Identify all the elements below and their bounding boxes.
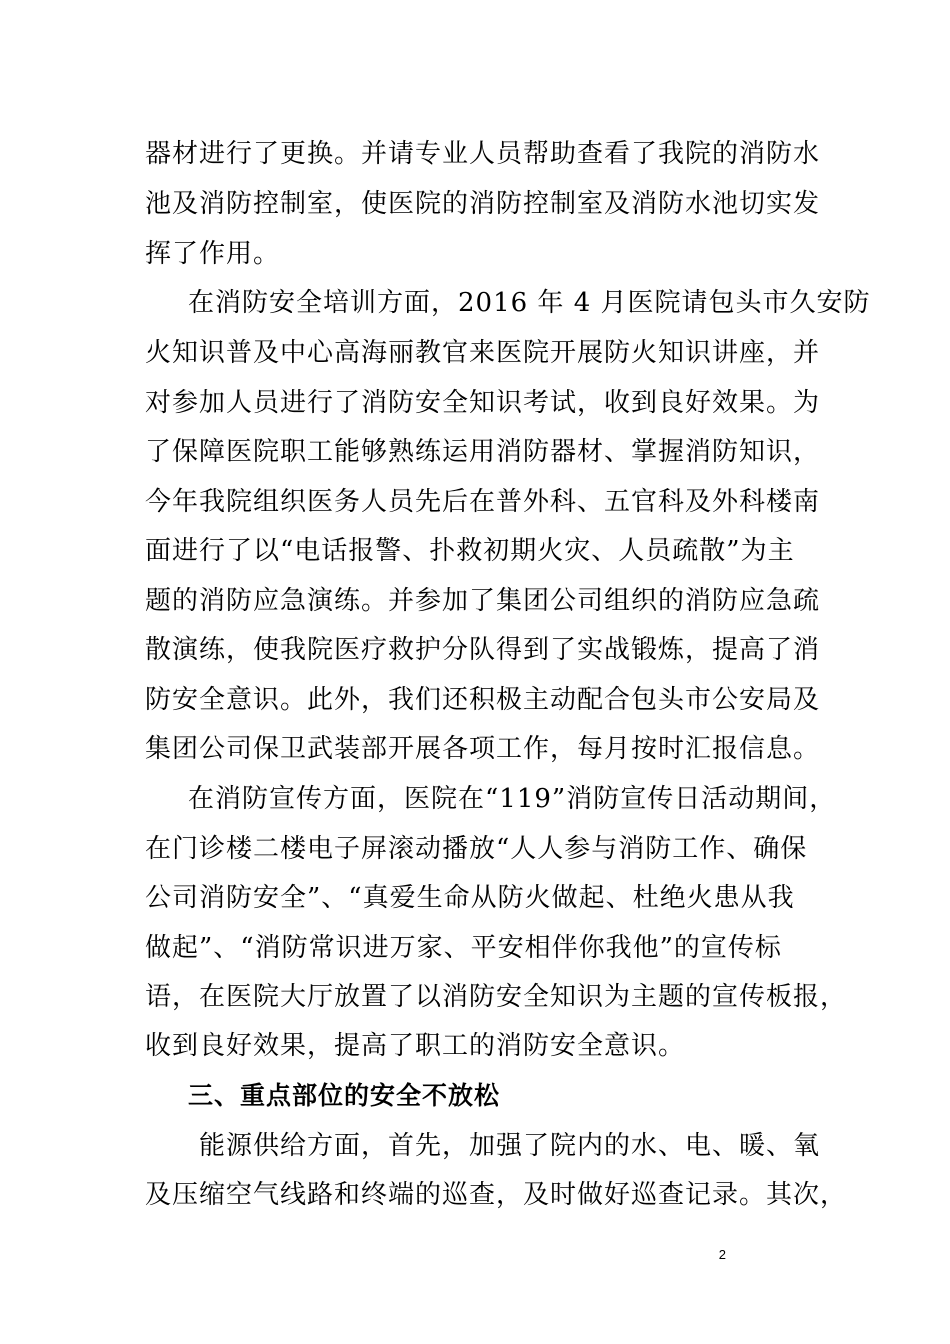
text-line: 了保障医院职工能够熟练运用消防器材、掌握消防知识，: [145, 437, 821, 467]
text-line: 对参加人员进行了消防安全知识考试，收到良好效果。为: [145, 388, 821, 418]
text-line: 在门诊楼二楼电子屏滚动播放“人人参与消防工作、确保: [145, 834, 808, 864]
text-line: 防安全意识。此外，我们还积极主动配合包头市公安局及: [145, 685, 821, 715]
text-line: 散演练，使我院医疗救护分队得到了实战锻炼，提高了消: [145, 635, 821, 665]
text-line: 收到良好效果，提高了职工的消防安全意识。: [145, 1031, 686, 1061]
text-line: 挥了作用。: [145, 239, 281, 269]
text-line: 火知识普及中心高海丽教官来医院开展防火知识讲座，并: [145, 338, 821, 368]
text-line: 面进行了以“电话报警、扑救初期火灾、人员疏散”为主: [145, 536, 795, 566]
text-line: 能源供给方面，首先，加强了院内的水、电、暖、氧: [199, 1131, 821, 1161]
text-line: 在消防宣传方面，医院在“119”消防宣传日活动期间，: [188, 784, 837, 814]
text-line: 今年我院组织医务人员先后在普外科、五官科及外科楼南: [145, 487, 821, 517]
page-number: 2: [718, 1247, 726, 1262]
text-line: 在消防安全培训方面，2016 年 4 月医院请包头市久安防: [188, 288, 871, 318]
text-line: 公司消防安全”、“真爱生命从防火做起、杜绝火患从我: [145, 883, 795, 913]
text-line: 及压缩空气线路和终端的巡查，及时做好巡查记录。其次，: [145, 1180, 848, 1210]
section-heading: 三、重点部位的安全不放松: [188, 1081, 501, 1110]
text-line: 集团公司保卫武装部开展各项工作，每月按时汇报信息。: [145, 734, 821, 764]
text-line: 器材进行了更换。并请专业人员帮助查看了我院的消防水: [145, 139, 821, 169]
text-line: 池及消防控制室，使医院的消防控制室及消防水池切实发: [145, 189, 821, 219]
text-line: 语，在医院大厅放置了以消防安全知识为主题的宣传板报，: [145, 982, 848, 1012]
text-line: 题的消防应急演练。并参加了集团公司组织的消防应急疏: [145, 586, 821, 616]
text-line: 做起”、“消防常识进万家、平安相伴你我他”的宣传标: [145, 933, 782, 963]
